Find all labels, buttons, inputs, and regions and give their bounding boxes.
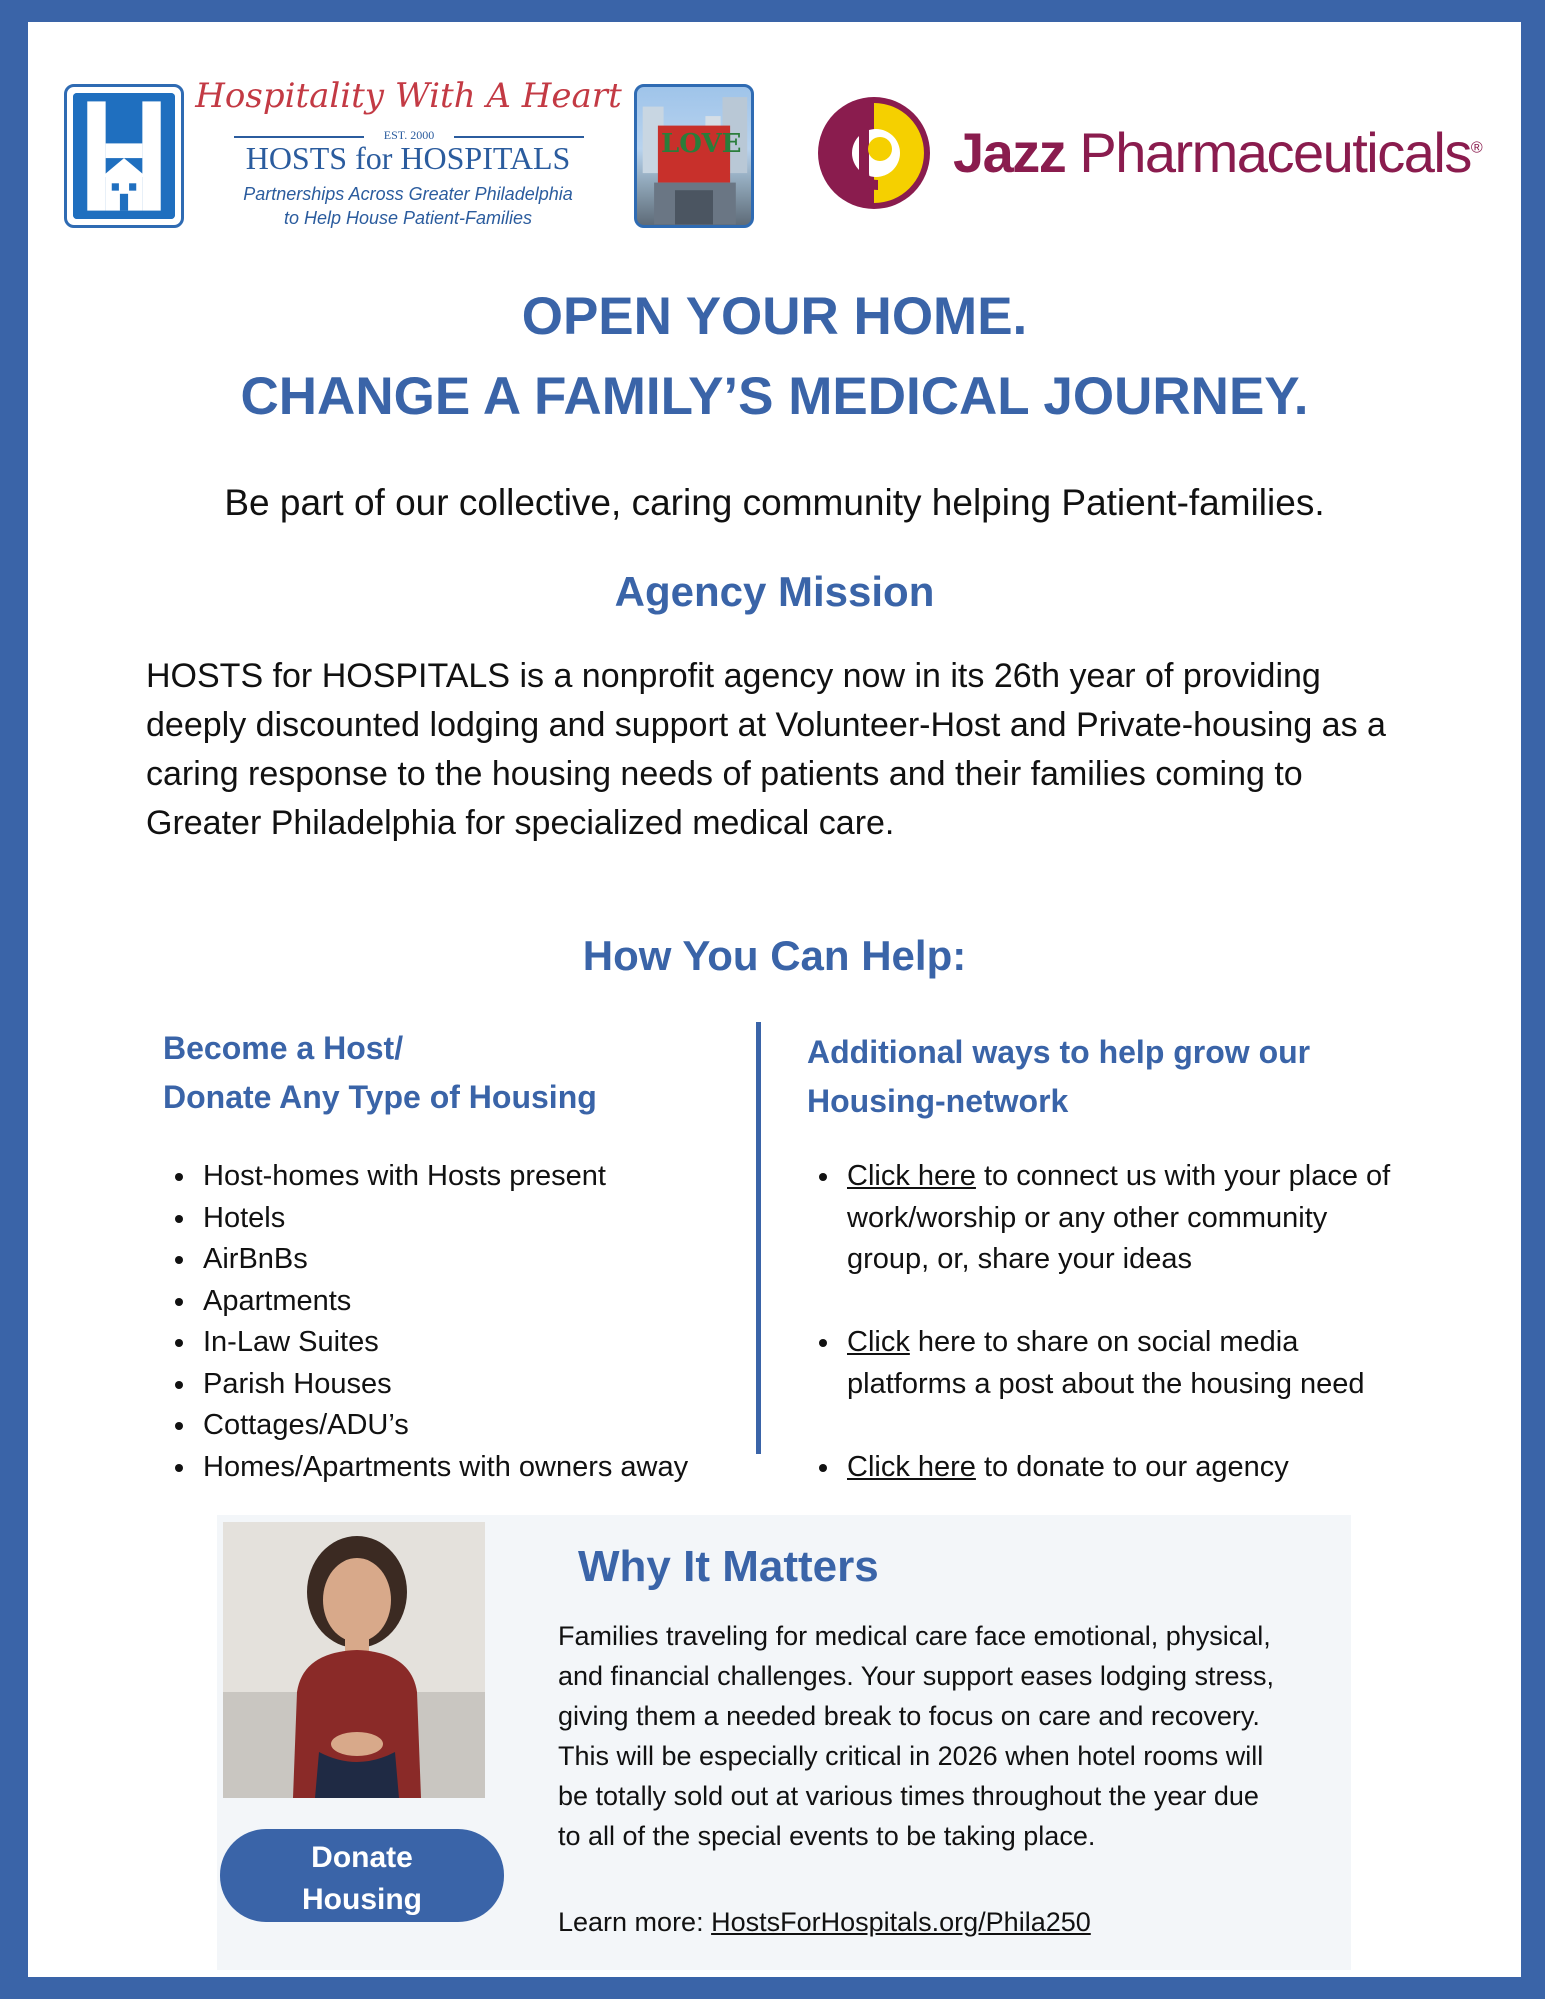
- donate-button-line-2: Housing: [302, 1882, 422, 1916]
- list-item: In-Law Suites: [163, 1322, 753, 1364]
- help-item-share: [807, 1322, 1447, 1405]
- why-line: to all of the special events to be taking place.: [558, 1821, 1096, 1851]
- help-item-donate: [807, 1447, 1447, 1489]
- right-column-heading: [807, 1028, 1367, 1126]
- learn-more-label: Learn more:: [558, 1907, 712, 1937]
- jazz-swirl-icon: [818, 97, 930, 209]
- right-heading-line-1: Additional ways to help grow our: [807, 1034, 1311, 1070]
- connect-text-b: work/worship or any other community: [847, 1201, 1328, 1234]
- org-subtitle-line-2: to Help House Patient-Families: [283, 208, 533, 228]
- list-item: AirBnBs: [163, 1239, 753, 1281]
- list-item: Apartments: [163, 1281, 753, 1323]
- help-title: How You Can Help:: [582, 932, 967, 979]
- connect-link[interactable]: Click here: [847, 1160, 976, 1192]
- org-subtitle-line-1: Partnerships Across Greater Philadelphia: [243, 184, 573, 204]
- sponsor-name-bold: Jazz: [953, 121, 1066, 184]
- donate-text: to donate to our agency: [975, 1451, 1289, 1483]
- right-heading-line-2: Housing-network: [807, 1083, 1069, 1119]
- why-line: giving them a needed break to focus on care and recovery.: [558, 1701, 1260, 1731]
- org-name: HOSTS for HOSPITALS: [245, 140, 571, 176]
- hosts-for-hospitals-h-logo: [64, 84, 184, 228]
- woman-portrait-image: [223, 1522, 485, 1798]
- list-item: Hotels: [163, 1198, 753, 1240]
- why-text: [558, 1616, 1328, 1856]
- why-title: Why It Matters: [578, 1542, 879, 1591]
- house-h-icon: [73, 93, 175, 219]
- mission-title: Agency Mission: [614, 568, 935, 615]
- learn-more: [558, 1902, 1328, 1942]
- connect-text-a: to connect us with your place of: [975, 1160, 1391, 1192]
- share-text-b: platforms a post about the housing need: [847, 1367, 1365, 1400]
- sponsor-name: [953, 120, 1481, 185]
- headline-line-1: OPEN YOUR HOME.: [521, 287, 1028, 346]
- why-line: This will be especially critical in 2026 when hotel rooms will: [558, 1741, 1264, 1771]
- learn-more-link[interactable]: HostsForHospitals.org/Phila250: [711, 1907, 1091, 1937]
- why-line: and financial challenges. Your support eases lodging stress,: [558, 1661, 1274, 1691]
- help-item-connect: [807, 1156, 1447, 1281]
- list-item: Parish Houses: [163, 1364, 753, 1406]
- left-column-heading: [163, 1024, 683, 1122]
- tagline: Hospitality With A Heart: [195, 76, 622, 116]
- list-item: Cottages/ADU’s: [163, 1405, 753, 1447]
- share-text-a: here to share on social media: [909, 1326, 1299, 1358]
- est-label: EST. 2000: [383, 128, 435, 142]
- why-line: Families traveling for medical care face emotional, physical,: [558, 1621, 1271, 1651]
- mission-text: HOSTS for HOSPITALS is a nonprofit agency now in its 26th year of providing deeply discounted lodging and support at Volunteer-Host and Private-housing as a caring response to the housing needs of patients and their families coming to Greater Philadelphia for specialized medical care.: [146, 657, 1386, 842]
- love-letters: LOVE: [661, 129, 742, 159]
- list-item: [807, 1322, 1447, 1405]
- housing-types-list: [163, 1156, 753, 1488]
- org-subtitle: [208, 182, 608, 230]
- love-sculpture-image: [634, 84, 754, 228]
- why-line: be totally sold out at various times throughout the year due: [558, 1781, 1259, 1811]
- portrait-icon: [223, 1522, 485, 1798]
- headline-line-2: CHANGE A FAMILY’S MEDICAL JOURNEY.: [240, 367, 1309, 426]
- share-link[interactable]: Click: [847, 1326, 910, 1358]
- registered-mark: ®: [1470, 139, 1482, 157]
- donate-button-line-1: Donate: [311, 1840, 413, 1874]
- left-heading-line-1: Become a Host/: [163, 1030, 404, 1066]
- column-divider: [756, 1022, 761, 1454]
- donate-link[interactable]: Click here: [847, 1451, 976, 1483]
- connect-text-c: group, or, share your ideas: [847, 1243, 1192, 1275]
- list-item: [807, 1156, 1447, 1281]
- donate-housing-button[interactable]: [220, 1829, 504, 1922]
- jazz-pharmaceuticals-logo: [818, 97, 930, 209]
- left-heading-line-2: Donate Any Type of Housing: [163, 1079, 597, 1115]
- list-item: Host-homes with Hosts present: [163, 1156, 753, 1198]
- list-item: Homes/Apartments with owners away: [163, 1447, 753, 1489]
- flyer-page: [28, 22, 1521, 1977]
- lead-text: Be part of our collective, caring community helping Patient-families.: [224, 482, 1325, 523]
- sponsor-name-rest: Pharmaceuticals: [1065, 121, 1471, 184]
- list-item: [807, 1447, 1447, 1489]
